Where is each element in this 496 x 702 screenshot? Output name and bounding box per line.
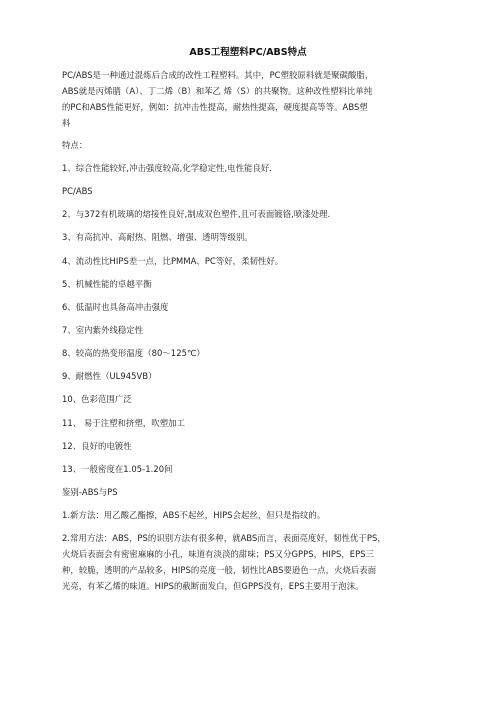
feature-item: 7、室内紫外线稳定性 xyxy=(62,325,144,335)
feature-item: 11、 易于注塑和挤塑，吹塑加工 xyxy=(62,418,185,428)
feature-item: 8、较高的热变形温度（80～125℃） xyxy=(62,348,205,358)
feature-item: 4、流动性比HIPS差一点，比PMMA、PC等好，柔韧性好。 xyxy=(62,256,284,266)
intro-line: 料 xyxy=(62,118,71,128)
method-line: 2.常用方法：ABS，PS的识别方法有很多种，就ABS而言，表面亮度好，韧性优于PS， xyxy=(62,533,386,543)
feature-item: 9、耐燃性（UL945VB） xyxy=(62,371,157,381)
intro-line: ABS就是丙烯腈（A）、丁二烯（B）和苯乙 烯（S）的共聚物。这种改性塑料比单纯 xyxy=(62,86,373,96)
method-line: 种，较脆，透明的产品较多，HIPS的亮度一般，韧性比ABS要逊色一点，火烧后表面 xyxy=(62,565,377,575)
method-line: 火烧后表面会有密密麻麻的小孔，味道有淡淡的甜味；PS又分GPPS，HIPS，EPS三 xyxy=(62,549,375,559)
feature-item: 6、低温时也具备高冲击强度 xyxy=(62,302,169,312)
feature-item: 10、色彩范围广泛 xyxy=(62,394,132,404)
feature-item: 5、机械性能的卓越平衡 xyxy=(62,279,152,289)
method-line: 1.新方法：用乙酸乙酯擦，ABS不起丝，HIPS会起丝，但只是指纹的。 xyxy=(62,510,326,520)
method-line: 光亮，有苯乙烯的味道。HIPS的截断面发白，但GPPS没有，EPS主要用于泡沫。 xyxy=(62,581,364,591)
feature-item: 12、良好的电镀性 xyxy=(62,441,132,451)
intro-line: 的PC和ABS性能更好，例如：抗冲击性提高，耐热性提高，硬度提高等等。ABS塑 xyxy=(62,102,368,112)
intro-line: PC/ABS是一种通过混炼后合成的改性工程塑料。其中，PC塑胶原料就是聚碳酸脂， xyxy=(62,70,374,80)
identify-heading: 鉴别-ABS与PS xyxy=(62,487,118,497)
features-heading: 特点： xyxy=(62,140,88,150)
document-title: ABS工程塑料PC/ABS特点 xyxy=(189,47,307,58)
feature-item: 3、有高抗冲、高耐热、阻燃、增强、透明等级别。 xyxy=(62,232,253,242)
feature-item: 2、与372有机玻璃的熔接性良好,制成双色塑件,且可表面镀铬,喷漆处理. xyxy=(62,209,331,219)
pcabs-label: PC/ABS xyxy=(62,186,93,196)
feature-item: 13、一般密度在1.05-1.20间 xyxy=(62,464,173,474)
feature-item: 1、综合性能较好,冲击强度较高,化学稳定性,电性能良好. xyxy=(62,163,273,173)
